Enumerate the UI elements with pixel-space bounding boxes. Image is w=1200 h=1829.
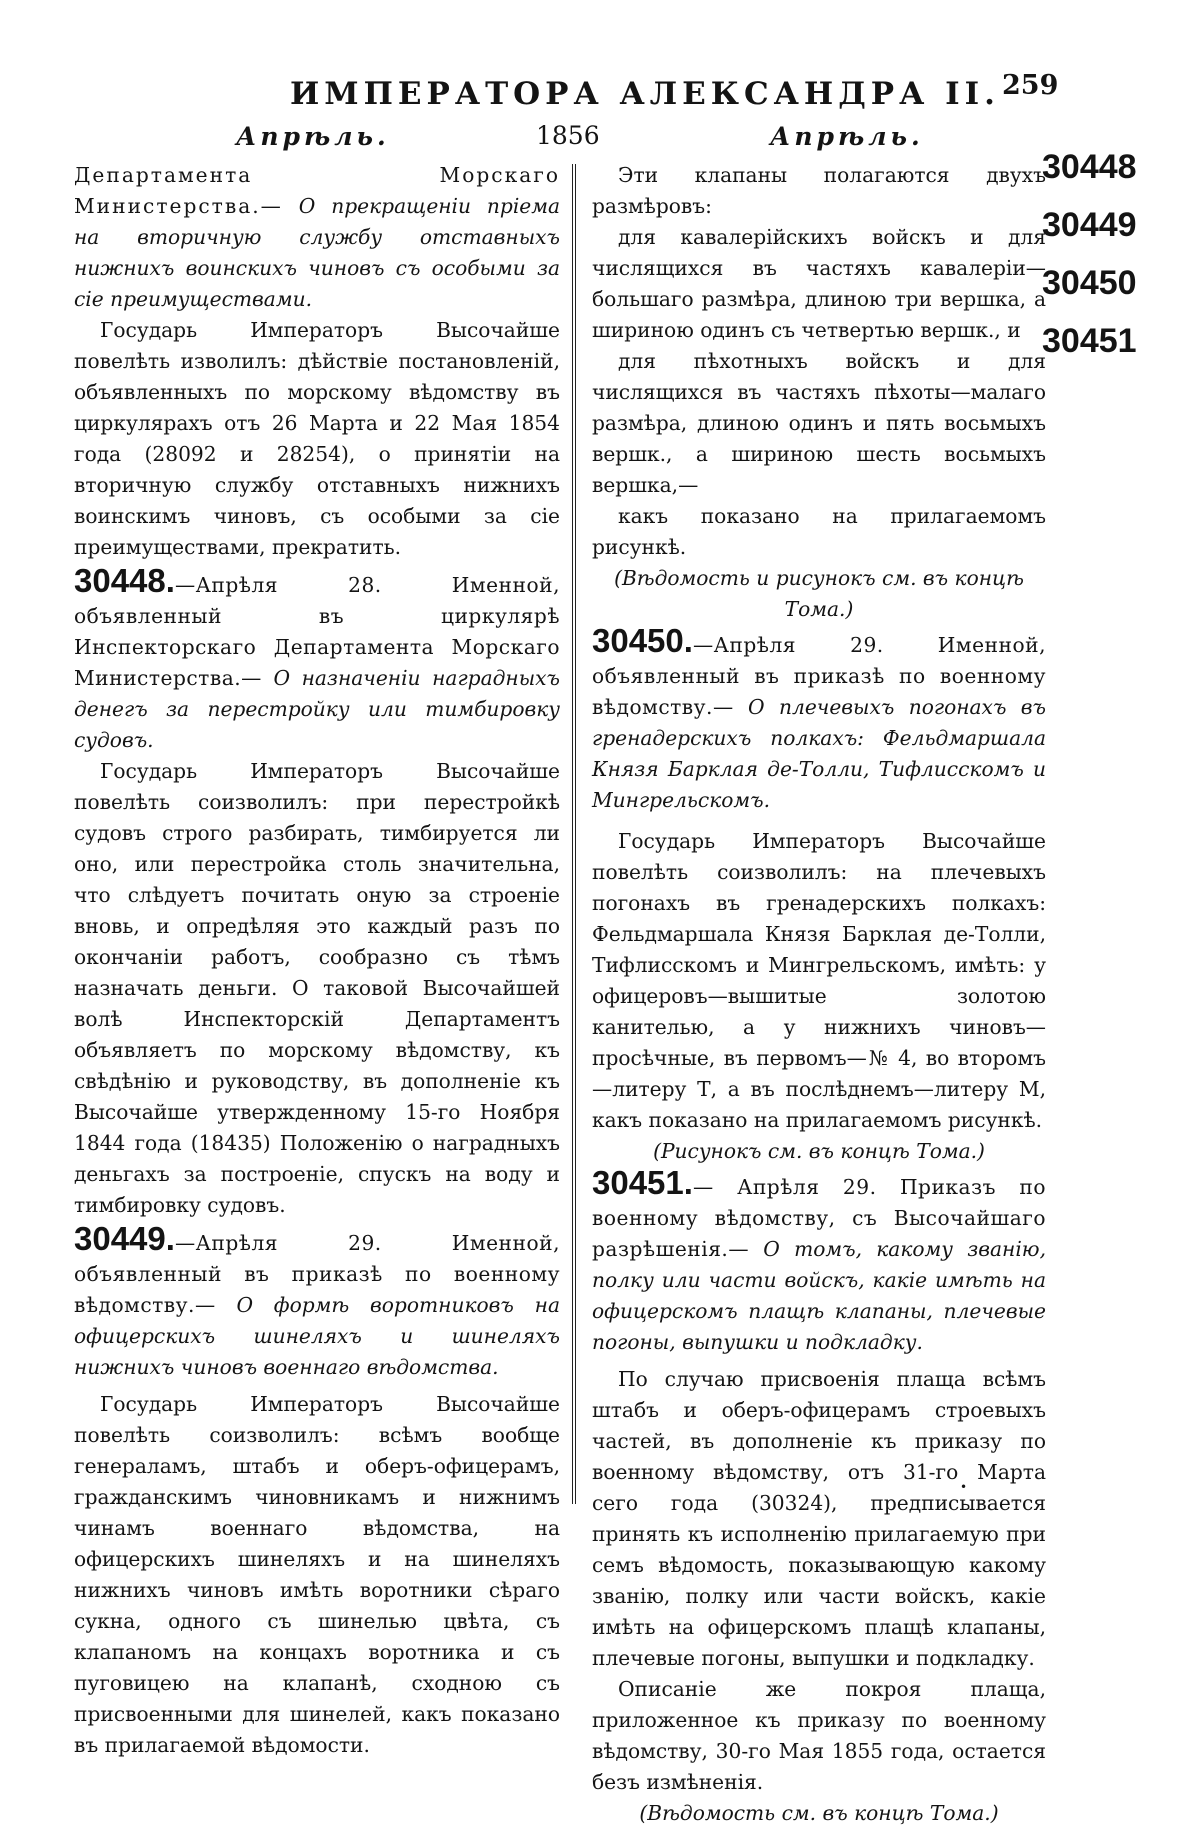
article-30448-body: Государь Императоръ Высочайше повелѣть соизволилъ: при перестройкѣ судовъ строго разбирать, тимбируется ли оно, или перестройка столь значительна, что слѣдуетъ почитать оную за строеніе вновь, и опредѣляя это каждый разъ по окончаніи работъ, сообразно съ тѣмъ назначать деньги. О таковой Высочайшей волѣ Инспекторскій Департаментъ объявляетъ по морскому вѣдомству, къ свѣдѣнію и руководству, въ дополненіе къ Высочайше утвержденному 15-го Ноября 1844 года (18435) Положенію о наградныхъ деньгахъ за построеніе, спускъ на воду и тимбировку судовъ. [74, 759, 560, 1217]
article-30451-heading [592, 1164, 1046, 1358]
article-30448-topic: О назначеніи наградныхъ денегъ за перестройку или тимбировку судовъ. [74, 666, 560, 752]
margin-number-30450: 30450 [1042, 264, 1137, 302]
article-30448-heading [74, 562, 560, 756]
margin-number-30451: 30451 [1042, 322, 1137, 360]
article-30451-body-2: Описаніе же покроя плаща, приложенное къ приказу по военному вѣдомству, 30-го Мая 1855 года, остается безъ измѣненія. [592, 1677, 1046, 1794]
month-left: Апрѣль. [236, 122, 390, 151]
intro-topic: О прекращеніи пріема на вторичную службу отставныхъ нижнихъ воинскихъ чиновъ съ особыми за сіе преимуществами. [74, 194, 561, 311]
article-30449-body: Государь Императоръ Высочайше повелѣть соизволилъ: всѣмъ вообще генераламъ, штабъ и оберъ-офицерамъ, гражданскимъ чиновникамъ и нижнимъ чинамъ военнаго вѣдомства, на офицерскихъ шинеляхъ и на шинеляхъ нижнихъ чиновъ имѣть воротники сѣраго сукна, одного съ шинелью цвѣта, съ клапаномъ на концахъ воротника и съ пуговицею на клапанѣ, сходною съ присвоенными для шинелей, какъ показано въ прилагаемой вѣдомости. [74, 1392, 560, 1757]
margin-article-numbers [1042, 138, 1137, 370]
continuation-line-4: какъ показано на прилагаемомъ рисункѣ. [592, 504, 1046, 559]
month-right: Апрѣль. [770, 122, 924, 151]
continuation-line-3: для пѣхотныхъ войскъ и для числящихся въ частяхъ пѣхоты—малаго размѣра, длиною одинъ и пять восьмыхъ вершк., а шириною шесть восьмыхъ вершка,— [592, 349, 1046, 497]
running-title: ИМПЕРАТОРА АЛЕКСАНДРА II. [290, 76, 1000, 112]
column-divider [572, 164, 576, 1504]
article-30451-topic: О томъ, какому званію, полку или части войскъ, какіе имѣть на офицерскомъ плащѣ клапаны, плечевые погоны, выпушки и подкладку. [592, 1237, 1046, 1354]
printer-mark-icon: • [960, 1480, 968, 1494]
article-30451-note: (Вѣдомость см. въ концѣ Тома.) [639, 1801, 999, 1825]
continuation-note: (Вѣдомость и рисунокъ см. въ концѣ Тома.) [614, 566, 1024, 621]
article-30449-topic: О формѣ воротниковъ на офицерскихъ шинеляхъ и шинеляхъ нижнихъ чиновъ военнаго вѣдомства. [74, 1293, 560, 1379]
article-30450-topic: О плечевыхъ погонахъ въ гренадерскихъ полкахъ: Фельдмаршала Князя Барклая де-Толли, Тифлисскомъ и Мингрельскомъ. [592, 695, 1046, 812]
article-30451-number: 30451. [592, 1164, 693, 1201]
article-30450-heading [592, 622, 1046, 816]
intro-body: Государь Императоръ Высочайше повелѣть изволилъ: дѣйствіе постановленій, объявленныхъ по морскому вѣдомству въ циркулярахъ отъ 26 Марта и 22 Мая 1854 года (28092 и 28254), о принятіи на вторичную службу отставныхъ нижнихъ воинскимъ чиновъ, съ особыми за сіе преимуществами, прекратить. [74, 318, 560, 559]
intro-lead: Департамента Морскаго Министерства.— [74, 163, 560, 218]
margin-number-30448: 30448 [1042, 148, 1137, 186]
article-30449-number: 30449. [74, 1220, 175, 1257]
article-30448-lead: —Апрѣля 28. Именной, объявленный въ циркулярѣ Инспекторскаго Департамента Морскаго Министерства.— [74, 573, 560, 690]
article-30450-body: Государь Императоръ Высочайше повелѣть соизволилъ: на плечевыхъ погонахъ въ гренадерскихъ полкахъ: Фельдмаршала Князя Барклая де-Толли, Тифлисскомъ и Мингрельскомъ, имѣть: у офицеровъ—вышитые золотою канителью, а у нижнихъ чиновъ—просѣчные, въ первомъ—№ 4, во второмъ—литеру Т, а въ послѣднемъ—литеру М, какъ показано на прилагаемомъ рисункѣ. [592, 829, 1046, 1132]
right-column [592, 160, 1046, 1829]
article-30450-number: 30450. [592, 622, 693, 659]
page-number: 259 [1002, 70, 1059, 101]
left-column [74, 160, 560, 1761]
continuation-line-1: Эти клапаны полагаются двухъ размѣровъ: [592, 163, 1046, 218]
article-30449-lead: —Апрѣля 29. Именной, объявленный въ приказѣ по военному вѣдомству.— [74, 1231, 560, 1317]
article-30448-number: 30448. [74, 562, 175, 599]
article-30449-heading [74, 1220, 560, 1383]
article-30450-lead: —Апрѣля 29. Именной, объявленный въ приказѣ по военному вѣдомству.— [592, 633, 1046, 719]
year-label: 1856 [536, 121, 600, 150]
article-30451-body-1: По случаю присвоенія плаща всѣмъ штабъ и оберъ-офицерамъ строевыхъ частей, въ дополненіе къ приказу по военному вѣдомству, отъ 31-го Марта сего года (30324), предписывается принять къ исполненію прилагаемую при семъ вѣдомость, показывающую какому званію, полку или части войскъ, какіе имѣть на офицерскомъ плащѣ клапаны, плечевые погоны, выпушки и подкладку. [592, 1367, 1046, 1670]
article-30451-lead: — Апрѣля 29. Приказъ по военному вѣдомству, съ Высочайшаго разрѣшенія.— [592, 1175, 1046, 1261]
intro-heading [74, 160, 560, 315]
article-30450-note: (Рисунокъ см. въ концѣ Тома.) [653, 1139, 985, 1163]
continuation-line-2: для кавалерійскихъ войскъ и для числящихся въ частяхъ кавалеріи—большаго размѣра, длиною три вершка, а шириною одинъ съ четвертью вершк., и [592, 225, 1046, 342]
margin-number-30449: 30449 [1042, 206, 1137, 244]
